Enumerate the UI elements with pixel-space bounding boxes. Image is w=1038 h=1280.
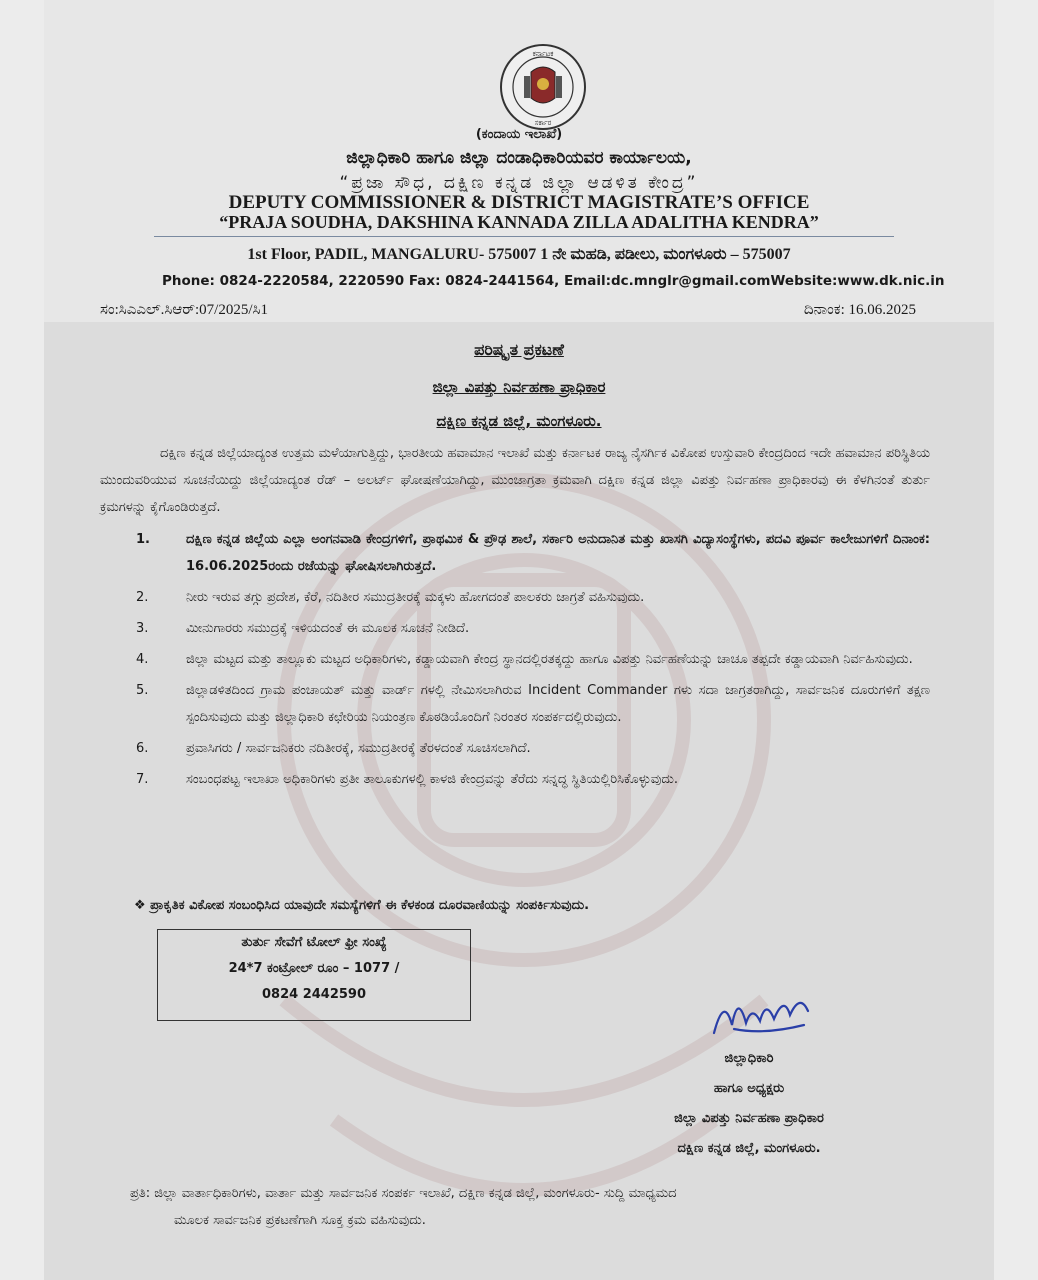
list-item: 3. ಮೀನುಗಾರರು ಸಮುದ್ರಕ್ಕೆ ಇಳಿಯದಂತೆ ಈ ಮೂಲಕ ಸೂಚನೆ ನೀಡಿದೆ. bbox=[136, 621, 470, 636]
authority-heading: ಜಿಲ್ಲಾ ವಿಪತ್ತು ನಿರ್ವಹಣಾ ಪ್ರಾಧಿಕಾರ bbox=[432, 378, 606, 396]
office-subtitle-english: “PRAJA SOUDHA, DAKSHINA KANNADA ZILLA ADALITHA KENDRA” bbox=[219, 212, 819, 232]
signatory-role: ಹಾಗೂ ಅಧ್ಯಕ್ಷರು bbox=[713, 1081, 785, 1096]
government-seal-icon bbox=[498, 42, 588, 132]
reference-number: ಸಂ:ಸಿಎಎಲ್.ಸಿಆರ್:07/2025/ಸಿ1 bbox=[100, 302, 268, 318]
svg-text:ಸರ್ಕಾರ: ಸರ್ಕಾರ bbox=[534, 119, 552, 127]
header-divider bbox=[154, 236, 894, 237]
signatory-authority: ಜಿಲ್ಲಾ ವಿಪತ್ತು ನಿರ್ವಹಣಾ ಪ್ರಾಧಿಕಾರ bbox=[674, 1111, 824, 1126]
list-item: 6. ಪ್ರವಾಸಿಗರು / ಸಾರ್ವಜನಿಕರು ನದಿತೀರಕ್ಕೆ, ಸಮುದ್ರತೀರಕ್ಕೆ ತೆರಳದಂತೆ ಸೂಚಿಸಲಾಗಿದೆ. bbox=[136, 741, 531, 756]
copy-to-block bbox=[130, 1180, 930, 1234]
signatory-title: ಜಿಲ್ಲಾಧಿಕಾರಿ bbox=[724, 1051, 774, 1066]
signatory-block bbox=[614, 1044, 884, 1164]
department-label: (ಕಂದಾಯ ಇಲಾಖೆ) bbox=[475, 127, 563, 142]
office-address: 1st Floor, PADIL, MANGALURU- 575007 1 ನೇ ಮಹಡಿ, ಪಡೀಲು, ಮಂಗಳೂರು – 575007 bbox=[247, 246, 791, 263]
measures-list bbox=[100, 526, 930, 797]
list-item: 1. ದಕ್ಷಿಣ ಕನ್ನಡ ಜಿಲ್ಲೆಯ ಎಲ್ಲಾ ಅಂಗನವಾಡಿ ಕೇಂದ್ರಗಳಿಗೆ, ಪ್ರಾಥಮಿಕ & ಪ್ರೌಢ ಶಾಲೆ, ಸರ್ಕಾರಿ ಅನುದಾನಿತ ಮತ್ತು ಖಾಸಗಿ ವಿದ್ಯಾಸಂಸ್ಥೆಗಳು, ಪದವಿ ಪೂರ್ವ ಕಾಲೇಜುಗಳಿಗೆ ದಿನಾಂಕ: 16.06.2025ರಂದು ರಜೆಯನ್ನು ಘೋಷಿಸಲಾಗಿರುತ್ತದೆ. bbox=[136, 532, 930, 574]
district-heading: ದಕ್ಷಿಣ ಕನ್ನಡ ಜಿಲ್ಲೆ, ಮಂಗಳೂರು. bbox=[436, 412, 602, 430]
contact-instruction: ❖ ಪ್ರಾಕೃತಿಕ ವಿಕೋಪ ಸಂಬಂಧಿಸಿದ ಯಾವುದೇ ಸಮಸ್ಯೆಗಳಿಗೆ ಈ ಕೆಳಕಂಡ ದೂರವಾಣಿಯನ್ನು ಸಂಪರ್ಕಿಸುವುದು. bbox=[134, 898, 590, 913]
helpline-control-room: 24*7 ಕಂಟ್ರೋಲ್ ರೂಂ – 1077 / bbox=[228, 961, 400, 976]
notice-date: ದಿನಾಂಕ: 16.06.2025 bbox=[803, 302, 916, 318]
list-item: 4. ಜಿಲ್ಲಾ ಮಟ್ಟದ ಮತ್ತು ತಾಲ್ಲೂಕು ಮಟ್ಟದ ಅಧಿಕಾರಿಗಳು, ಕಡ್ಡಾಯವಾಗಿ ಕೇಂದ್ರ ಸ್ಥಾನದಲ್ಲಿರತಕ್ಕದ್ದು ಹಾಗೂ ವಿಪತ್ತು ನಿರ್ವಹಣೆಯನ್ನು ಚಾಚೂ ತಪ್ಪದೇ ಕಡ್ಡಾಯವಾಗಿ ನಿರ್ವಹಿಸುವುದು. bbox=[136, 652, 913, 667]
list-item: 2. ನೀರು ಇರುವ ತಗ್ಗು ಪ್ರದೇಶ, ಕೆರೆ, ನದಿತೀರ ಸಮುದ್ರತೀರಕ್ಕೆ ಮಕ್ಕಳು ಹೋಗದಂತೆ ಪಾಲಕರು ಜಾಗ್ರತೆ ವಹಿಸುವುದು. bbox=[136, 590, 645, 605]
helpline-title: ತುರ್ತು ಸೇವೆಗೆ ಟೋಲ್ ಫ್ರೀ ಸಂಖ್ಯೆ bbox=[241, 935, 387, 950]
office-name-english: DEPUTY COMMISSIONER & DISTRICT MAGISTRATE’S OFFICE bbox=[228, 192, 810, 213]
list-item: 5. ಜಿಲ್ಲಾಡಳಿತದಿಂದ ಗ್ರಾಮ ಪಂಚಾಯತ್ ಮತ್ತು ವಾರ್ಡ್ ಗಳಲ್ಲಿ ನೇಮಿಸಲಾಗಿರುವ Incident Commander ಗಳು ಸದಾ ಜಾಗ್ರತರಾಗಿದ್ದು, ಸಾರ್ವಜನಿಕ ದೂರುಗಳಿಗೆ ತಕ್ಷಣ ಸ್ಪಂದಿಸುವುದು ಮತ್ತು ಜಿಲ್ಲಾಧಿಕಾರಿ ಕಛೇರಿಯ ನಿಯಂತ್ರಣ ಕೊಠಡಿಯೊಂದಿಗೆ ನಿರಂತರ ಸಂಪರ್ಕದಲ್ಲಿರುವುದು. bbox=[136, 683, 930, 725]
svg-text:ಕರ್ನಾಟಕ: ಕರ್ನಾಟಕ bbox=[532, 50, 554, 58]
copy-to-line-2: ಮೂಲಕ ಸಾರ್ವಜನಿಕ ಪ್ರಕಟಣೆಗಾಗಿ ಸೂಕ್ತ ಕ್ರಮ ವಹಿಸುವುದು. bbox=[174, 1213, 426, 1228]
copy-to-line-1: ಪ್ರತಿ: ಜಿಲ್ಲಾ ವಾರ್ತಾಧಿಕಾರಿಗಳು, ವಾರ್ತಾ ಮತ್ತು ಸಾರ್ವಜನಿಕ ಸಂಪರ್ಕ ಇಲಾಖೆ, ದಕ್ಷಿಣ ಕನ್ನಡ ಜಿಲ್ಲೆ, ಮಂಗಳೂರು- ಸುದ್ದಿ ಮಾಧ್ಯಮದ bbox=[130, 1186, 677, 1201]
office-contact: Phone: 0824-2220584, 2220590 Fax: 0824-2441564, Email:dc.mnglr@gmail.comWebsite:www.dk.nic.in bbox=[162, 273, 945, 289]
intro-paragraph: ದಕ್ಷಿಣ ಕನ್ನಡ ಜಿಲ್ಲೆಯಾದ್ಯಂತ ಉತ್ತಮ ಮಳೆಯಾಗುತ್ತಿದ್ದು, ಭಾರತೀಯ ಹವಾಮಾನ ಇಲಾಖೆ ಮತ್ತು ಕರ್ನಾಟಕ ರಾಜ್ಯ ನೈಸರ್ಗಿಕ ವಿಕೋಪ ಉಸ್ತುವಾರಿ ಕೇಂದ್ರದಿಂದ ಇದೇ ಹವಾಮಾನ ಪರಿಸ್ಥಿತಿಯ ಮುಂದುವರಿಯುವ ಸೂಚನೆಯಿದ್ದು ಜಿಲ್ಲೆಯಾದ್ಯಂತ ರೆಡ್ – ಅಲರ್ಟ್ ಘೋಷಣೆಯಾಗಿದ್ದು, ಮುಂಜಾಗ್ರತಾ ಕ್ರಮವಾಗಿ ದಕ್ಷಿಣ ಕನ್ನಡ ಜಿಲ್ಲಾ ವಿಪತ್ತು ನಿರ್ವಹಣಾ ಪ್ರಾಧಿಕಾರವು ಈ ಕೆಳಗಿನಂತೆ ತುರ್ತು ಕ್ರಮಗಳನ್ನು ಕೈಗೊಂಡಿರುತ್ತದೆ. bbox=[100, 446, 930, 515]
document-page bbox=[44, 0, 994, 1280]
handwritten-signature bbox=[704, 985, 824, 1045]
office-name-kannada: ಜಿಲ್ಲಾಧಿಕಾರಿ ಹಾಗೂ ಜಿಲ್ಲಾ ದಂಡಾಧಿಕಾರಿಯವರ ಕಾರ್ಯಾಲಯ, bbox=[346, 148, 692, 168]
office-subtitle-kannada: “ಪ್ರಜಾ ಸೌಧ, ದಕ್ಷಿಣ ಕನ್ನಡ ಜಿಲ್ಲಾ ಆಡಳಿತ ಕೇಂದ್ರ” bbox=[339, 173, 699, 193]
signatory-district: ದಕ್ಷಿಣ ಕನ್ನಡ ಜಿಲ್ಲೆ, ಮಂಗಳೂರು. bbox=[677, 1141, 821, 1156]
helpline-phone: 0824 2442590 bbox=[261, 987, 367, 1002]
list-item: 7. ಸಂಬಂಧಪಟ್ಟ ಇಲಾಖಾ ಅಧಿಕಾರಿಗಳು ಪ್ರತೀ ತಾಲೂಕುಗಳಲ್ಲಿ ಕಾಳಜಿ ಕೇಂದ್ರವನ್ನು ತೆರೆದು ಸನ್ನದ್ಧ ಸ್ಥಿತಿಯಲ್ಲಿರಿಸಿಕೊಳ್ಳುವುದು. bbox=[136, 772, 678, 787]
helpline-box bbox=[157, 929, 471, 1021]
notice-title: ಪರಿಷ್ಕೃತ ಪ್ರಕಟಣೆ bbox=[474, 340, 564, 359]
